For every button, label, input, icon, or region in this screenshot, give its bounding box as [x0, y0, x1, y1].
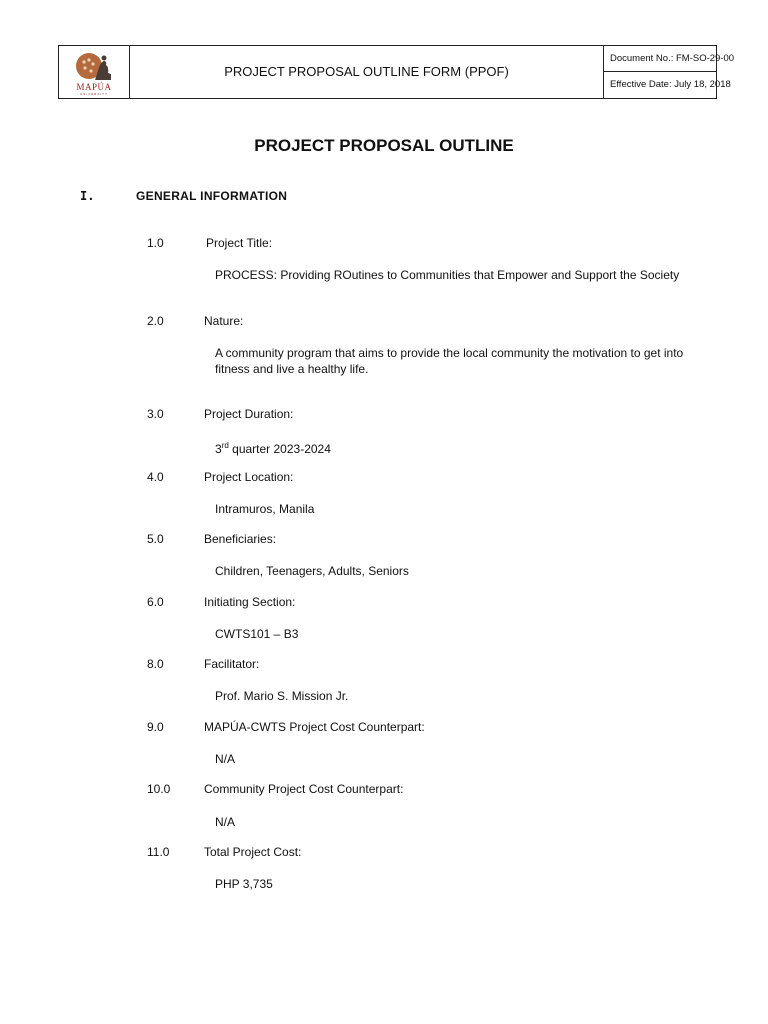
- item-value-beneficiaries: Children, Teenagers, Adults, Seniors: [215, 564, 409, 578]
- item-value-project-duration: [215, 438, 725, 457]
- item-value-community-cost: N/A: [215, 815, 236, 829]
- document-meta: [604, 46, 735, 98]
- section-title: GENERAL INFORMATION: [136, 189, 288, 203]
- item-number: 9.0: [147, 720, 164, 734]
- duration-text: quarter 2023-2024: [228, 442, 331, 456]
- item-number: 4.0: [147, 470, 164, 484]
- section-number: I.: [80, 189, 95, 203]
- item-number: 8.0: [147, 657, 164, 671]
- effective-date: Effective Date: July 18, 2018: [610, 79, 731, 90]
- form-title: PROJECT PROPOSAL OUTLINE FORM (PPOF): [130, 46, 604, 98]
- item-number: 5.0: [147, 532, 164, 546]
- university-logo: [59, 46, 130, 98]
- document-header: [58, 45, 735, 99]
- logo-wordmark: MAPÚA: [76, 82, 112, 92]
- item-value-mapua-cost: N/A: [215, 752, 236, 766]
- item-label-project-location: Project Location:: [204, 470, 294, 484]
- item-label-project-title: Project Title:: [206, 236, 273, 250]
- duration-ordinal: 3: [215, 442, 222, 456]
- item-label-beneficiaries: Beneficiaries:: [204, 532, 277, 546]
- item-number: 10.0: [147, 782, 171, 796]
- page-title: PROJECT PROPOSAL OUTLINE: [254, 136, 514, 155]
- item-value-total-cost: PHP 3,735: [215, 877, 273, 891]
- item-number: 2.0: [147, 314, 164, 328]
- item-value-nature: A community program that aims to provide the local community the motivation to get into fitness and live a healthy life.: [215, 346, 684, 376]
- item-value-project-title: PROCESS: Providing ROutines to Communities that Empower and Support the Society: [215, 268, 680, 282]
- duration-ordinal-suffix: rd: [221, 441, 229, 450]
- item-number: 3.0: [147, 407, 164, 421]
- item-number: 11.0: [147, 845, 170, 859]
- item-value-initiating-section: CWTS101 – B3: [215, 627, 299, 641]
- item-label-total-cost: Total Project Cost:: [204, 845, 302, 859]
- item-number: 1.0: [147, 236, 164, 250]
- item-label-nature: Nature:: [204, 314, 244, 328]
- item-label-facilitator: Facilitator:: [204, 657, 260, 671]
- item-label-project-duration: Project Duration:: [204, 407, 294, 421]
- item-value-project-location: Intramuros, Manila: [215, 502, 315, 516]
- item-label-initiating-section: Initiating Section:: [204, 595, 296, 609]
- logo-subtext: UNIVERSITY: [79, 92, 108, 96]
- item-value-facilitator: Prof. Mario S. Mission Jr.: [215, 689, 349, 703]
- item-number: 6.0: [147, 595, 164, 609]
- item-label-community-cost: Community Project Cost Counterpart:: [204, 782, 404, 796]
- document-number: Document No.: FM-SO-29-00: [604, 46, 716, 72]
- seal-icon: [73, 52, 113, 82]
- item-label-mapua-cost: MAPÚA-CWTS Project Cost Counterpart:: [204, 720, 425, 734]
